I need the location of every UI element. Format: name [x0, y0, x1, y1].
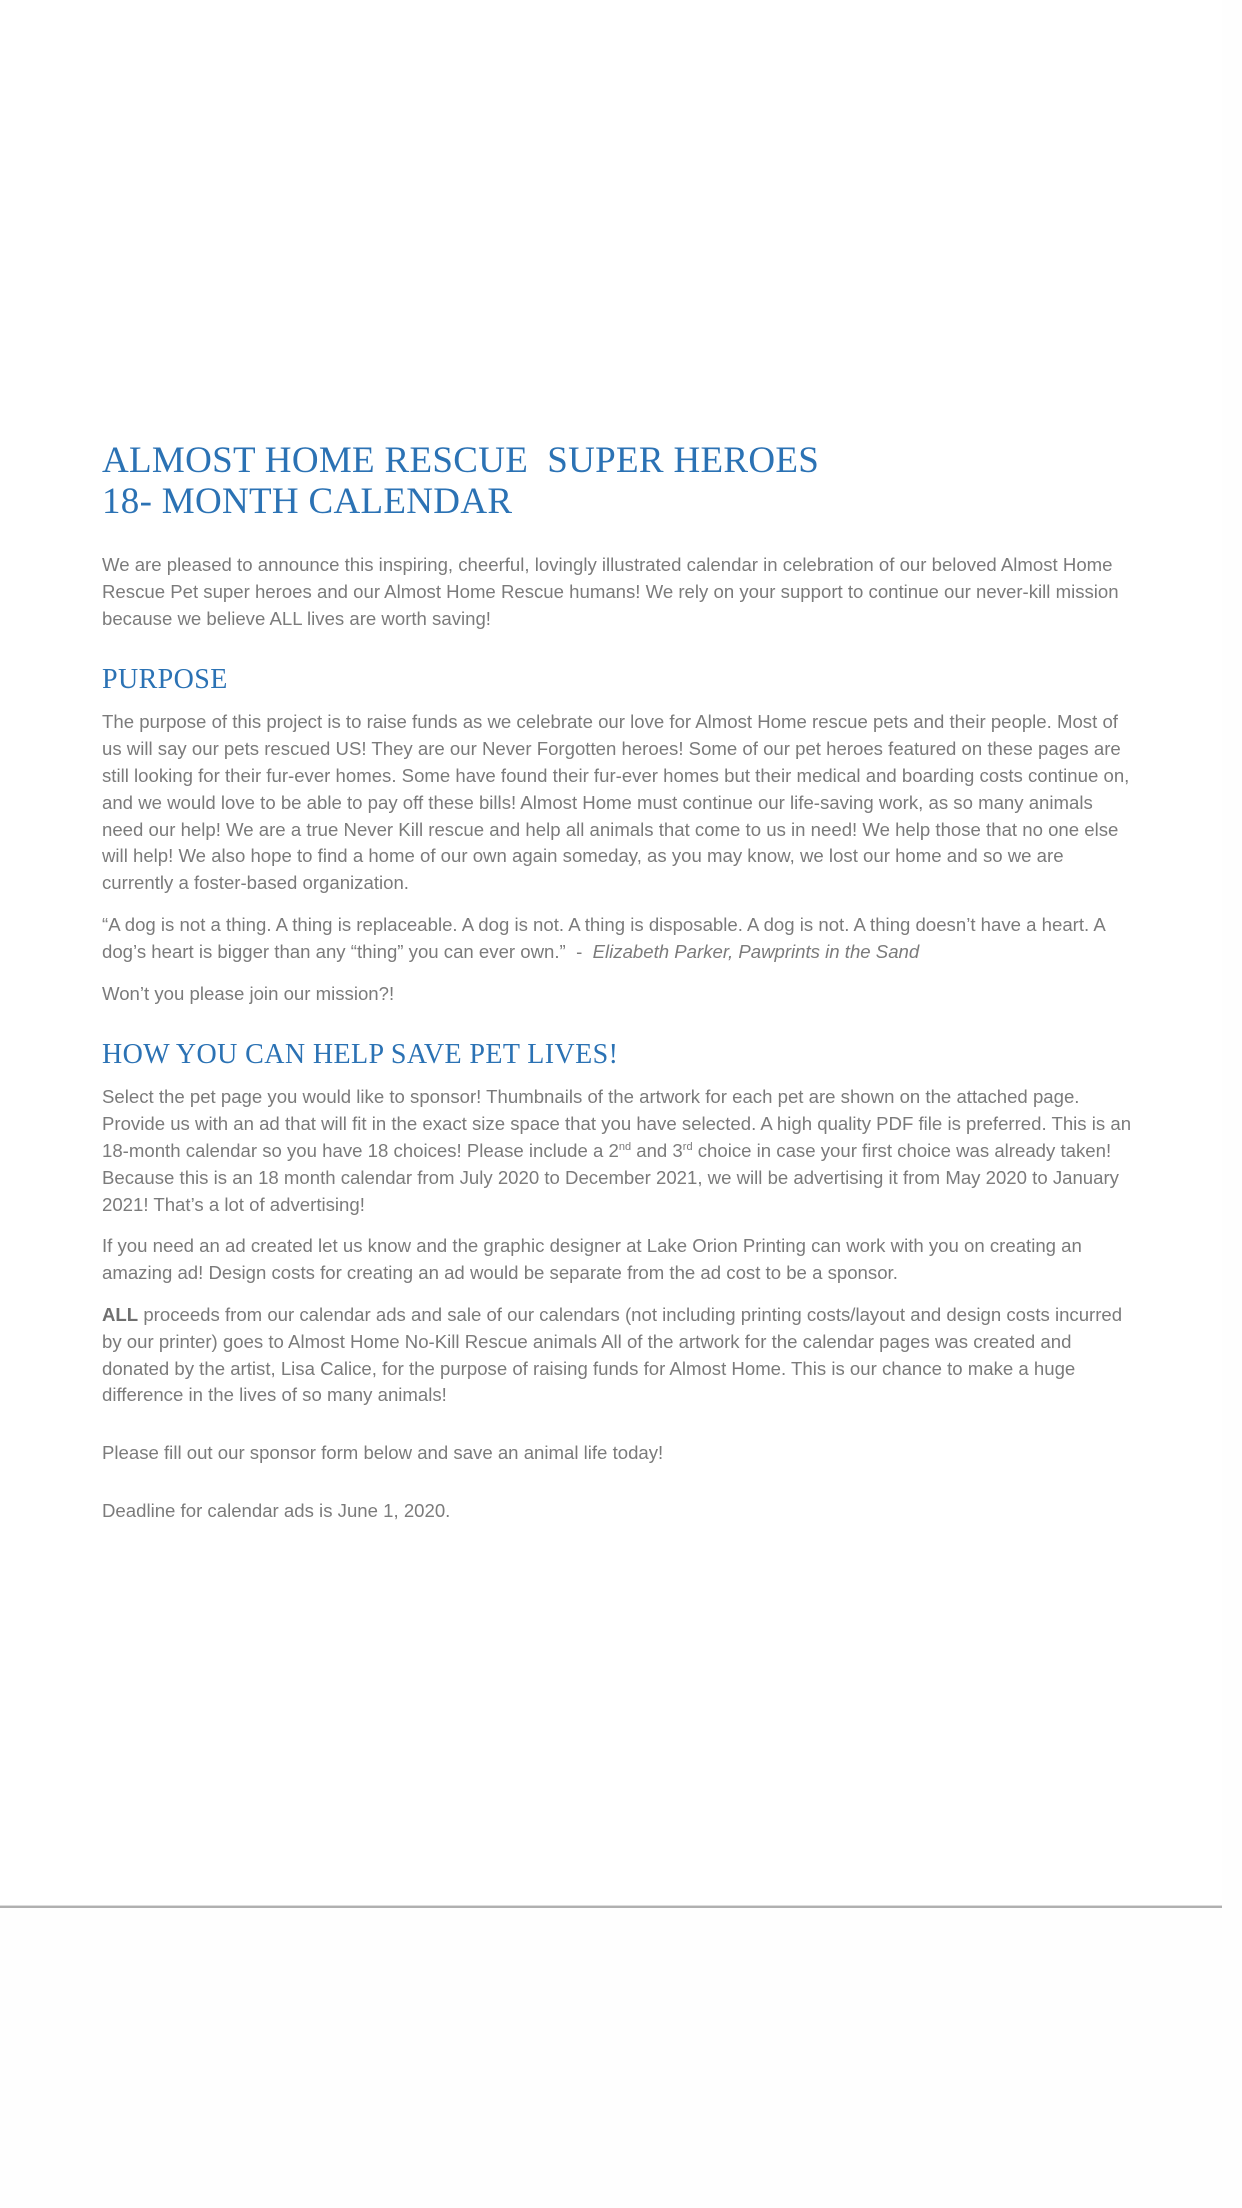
help-paragraph-2: If you need an ad created let us know and the graphic designer at Lake Orion Printing can work with you on creating an amazing ad! Design costs for creating an ad would be separate from the ad cost to be a sponsor.	[102, 1235, 1082, 1284]
help-paragraph-3	[102, 1302, 1132, 1409]
superscript-rd: rd	[682, 1140, 693, 1153]
quote-attribution: Elizabeth Parker, Pawprints in the Sand	[592, 940, 920, 962]
purpose-paragraph: The purpose of this project is to raise funds as we celebrate our love for Almost Home rescue pets and their people. Most of us will say our pets rescued US! They are our Never Forgotten heroes! Some of our pet heroes featured on these pages are still looking for their fur-ever homes. Some have found their fur-ever homes but their medical and boarding costs continue on, and we would love to be able to pay off these bills! Almost Home must continue our life-saving work, as so many animals need our help! We are a true Never Kill rescue and help all animals that come to us in need! We help those that no one else will help! We also hope to find a home of our own again someday, as you may know, we lost our home and so we are currently a foster-based organization.	[102, 711, 1130, 894]
deadline-notice: Deadline for calendar ads is June 1, 2020.	[102, 1499, 451, 1521]
title-line-1: ALMOST HOME RESCUE SUPER HEROES	[102, 440, 820, 481]
help-paragraph-1-text-a: Select the pet page you would like to sponsor! Thumbnails of the artwork for each pet are shown on the attached page. Provide us with an ad that will fit in the exact size space that you have selected. A high quality PDF file is preferred. This is an 18-month calendar so you have 18 choices! Please include a 2	[102, 1086, 1132, 1161]
help-paragraph-1-text-b: and 3	[631, 1139, 683, 1161]
title-line-2: 18- MONTH CALENDAR	[102, 481, 513, 522]
mission-closing: Won’t you please join our mission?!	[102, 982, 395, 1004]
superscript-nd: nd	[618, 1140, 632, 1153]
help-heading: HOW YOU CAN HELP SAVE PET LIVES!	[102, 1039, 619, 1071]
help-paragraph-1	[102, 1084, 1132, 1218]
quote-paragraph	[102, 912, 1132, 966]
document-content	[102, 440, 1132, 1525]
intro-paragraph: We are pleased to announce this inspiring, cheerful, lovingly illustrated calendar in celebration of our beloved Almost Home Rescue Pet super heroes and our Almost Home Rescue humans! We rely on your support to continue our never-kill mission because we believe ALL lives are worth saving!	[102, 554, 1119, 629]
page-divider	[0, 1905, 1222, 1908]
document-title	[102, 440, 1132, 522]
quote-separator: -	[565, 940, 593, 962]
call-to-action: Please fill out our sponsor form below and save an animal life today!	[102, 1442, 664, 1464]
purpose-heading: PURPOSE	[102, 664, 228, 696]
quote-text: “A dog is not a thing. A thing is replaceable. A dog is not. A thing is disposable. A dog is not. A thing doesn’t have a heart. A dog’s heart is bigger than any “thing” you can ever own.”	[102, 913, 1105, 962]
help-paragraph-1-text-c: choice in case your first choice was already taken! Because this is an 18 month calendar from July 2020 to December 2021, we will be advertising it from May 2020 to January 2021! That’s a lot of advertising!	[102, 1139, 1119, 1215]
help-paragraph-3-text: proceeds from our calendar ads and sale of our calendars (not including printing costs/layout and design costs incurred by our printer) goes to Almost Home No-Kill Rescue animals All of the artwork for the calendar pages was created and donated by the artist, Lisa Calice, for the purpose of raising funds for Almost Home. This is our chance to make a huge difference in the lives of so many animals!	[102, 1303, 1123, 1406]
all-emphasis: ALL	[102, 1303, 139, 1325]
